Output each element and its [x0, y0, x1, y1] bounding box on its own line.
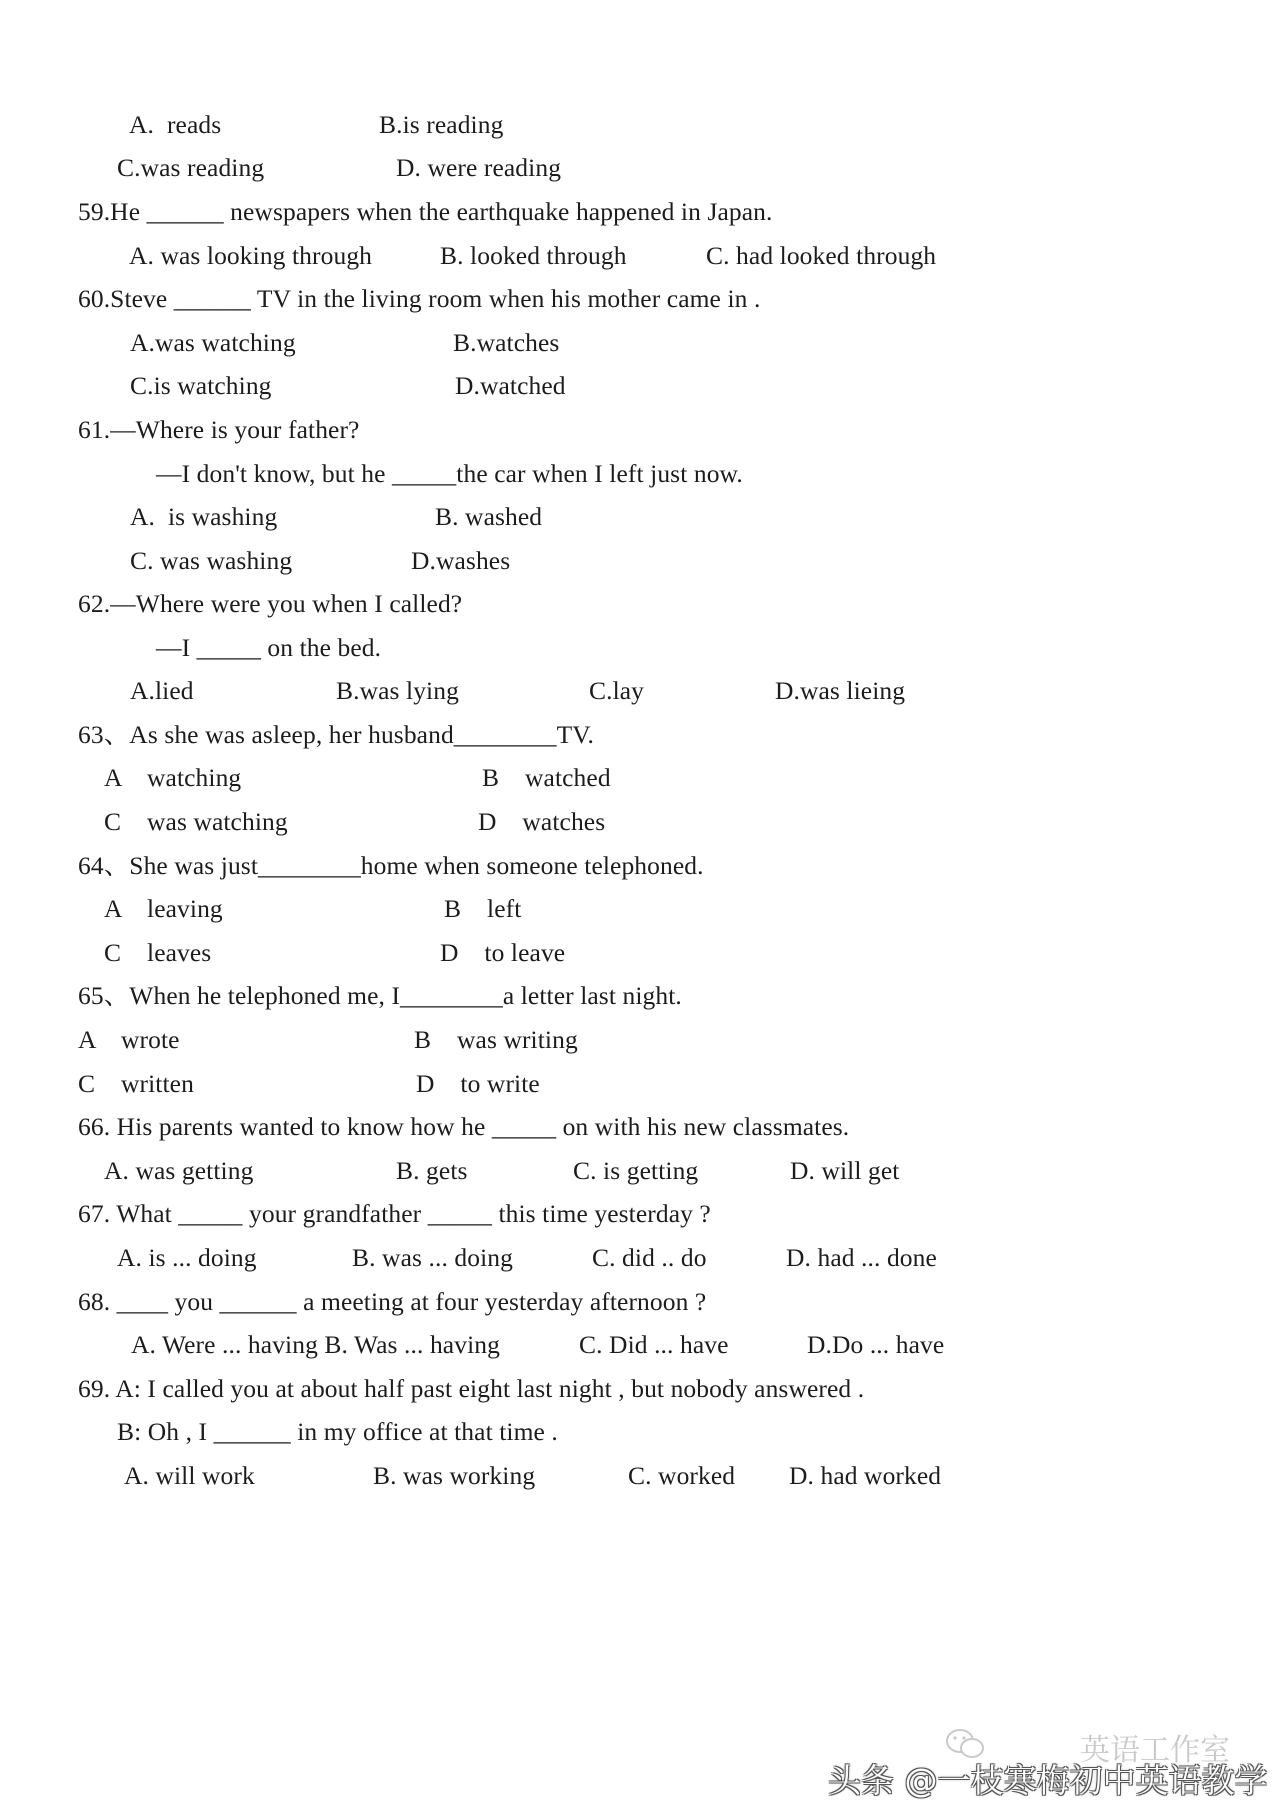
q68-options-ab: A. Were ... having B. Was ... having	[131, 1330, 500, 1359]
q62-option-b: B.was lying	[336, 676, 459, 705]
q60-option-d: D.watched	[455, 371, 566, 400]
q60-stem: 60.Steve ______ TV in the living room when his mother came in .	[78, 284, 761, 313]
q63-option-d: D watches	[478, 807, 606, 836]
watermark-faint-text: 英语工作室	[1080, 1733, 1230, 1768]
q63-stem: 63、As she was asleep, her husband________TV.	[78, 720, 594, 749]
q61-option-d: D.washes	[411, 546, 511, 575]
q67-option-a: A. is ... doing	[117, 1243, 257, 1272]
q61-option-a: A. is washing	[130, 502, 278, 531]
q58-option-a: A. reads	[129, 110, 222, 139]
q69-option-d: D. had worked	[789, 1461, 942, 1490]
q69-reply: B: Oh , I ______ in my office at that time .	[117, 1417, 558, 1446]
q68-option-d: D.Do ... have	[807, 1330, 945, 1359]
q63-option-a: A watching	[104, 763, 242, 792]
q67-option-b: B. was ... doing	[352, 1243, 513, 1272]
q63-option-b: B watched	[482, 763, 611, 792]
q66-option-c: C. is getting	[573, 1156, 699, 1185]
q58-option-c: C.was reading	[117, 153, 265, 182]
q69-stem: 69. A: I called you at about half past eight last night , but nobody answered .	[78, 1374, 865, 1403]
q66-option-b: B. gets	[396, 1156, 468, 1185]
q64-option-a: A leaving	[104, 894, 223, 923]
q63-option-c: C was watching	[104, 807, 288, 836]
q58-option-d: D. were reading	[396, 153, 562, 182]
q64-option-c: C leaves	[104, 938, 212, 967]
q61-option-c: C. was washing	[130, 546, 293, 575]
q62-option-d: D.was lieing	[775, 676, 906, 705]
q64-option-b: B left	[444, 894, 522, 923]
q69-option-a: A. will work	[124, 1461, 255, 1490]
q66-option-a: A. was getting	[104, 1156, 254, 1185]
q58-option-b: B.is reading	[379, 110, 504, 139]
q59-option-b: B. looked through	[440, 241, 627, 270]
q67-option-c: C. did .. do	[592, 1243, 707, 1272]
q65-stem: 65、When he telephoned me, I________a letter last night.	[78, 981, 682, 1010]
q67-stem: 67. What _____ your grandfather _____ this time yesterday ?	[78, 1199, 711, 1228]
watermark-main-text: 头条 @一枝寒梅初中英语教学	[828, 1761, 1268, 1800]
q69-option-c: C. worked	[628, 1461, 736, 1490]
q69-option-b: B. was working	[373, 1461, 536, 1490]
q59-option-a: A. was looking through	[129, 241, 373, 270]
q62-option-c: C.lay	[589, 676, 645, 705]
q59-option-c: C. had looked through	[706, 241, 937, 270]
q68-stem: 68. ____ you ______ a meeting at four yesterday afternoon ?	[78, 1287, 707, 1316]
q62-stem: 62.—Where were you when I called?	[78, 589, 463, 618]
q60-option-b: B.watches	[453, 328, 560, 357]
q62-option-a: A.lied	[130, 676, 194, 705]
q65-option-a: A wrote	[78, 1025, 180, 1054]
q61-option-b: B. washed	[435, 502, 543, 531]
q61-stem: 61.—Where is your father?	[78, 415, 360, 444]
q65-option-b: B was writing	[414, 1025, 578, 1054]
q62-reply: —I _____ on the bed.	[156, 633, 382, 662]
q65-option-d: D to write	[416, 1069, 540, 1098]
q66-stem: 66. His parents wanted to know how he _____ on with his new classmates.	[78, 1112, 850, 1141]
q60-option-a: A.was watching	[130, 328, 296, 357]
q68-option-c: C. Did ... have	[579, 1330, 729, 1359]
q65-option-c: C written	[78, 1069, 194, 1098]
q67-option-d: D. had ... done	[786, 1243, 937, 1272]
q60-option-c: C.is watching	[130, 371, 272, 400]
q59-stem: 59.He ______ newspapers when the earthquake happened in Japan.	[78, 197, 773, 226]
q64-stem: 64、She was just________home when someone telephoned.	[78, 851, 704, 880]
q61-reply: —I don't know, but he _____the car when I left just now.	[156, 459, 743, 488]
q64-option-d: D to leave	[440, 938, 566, 967]
q66-option-d: D. will get	[790, 1156, 900, 1185]
